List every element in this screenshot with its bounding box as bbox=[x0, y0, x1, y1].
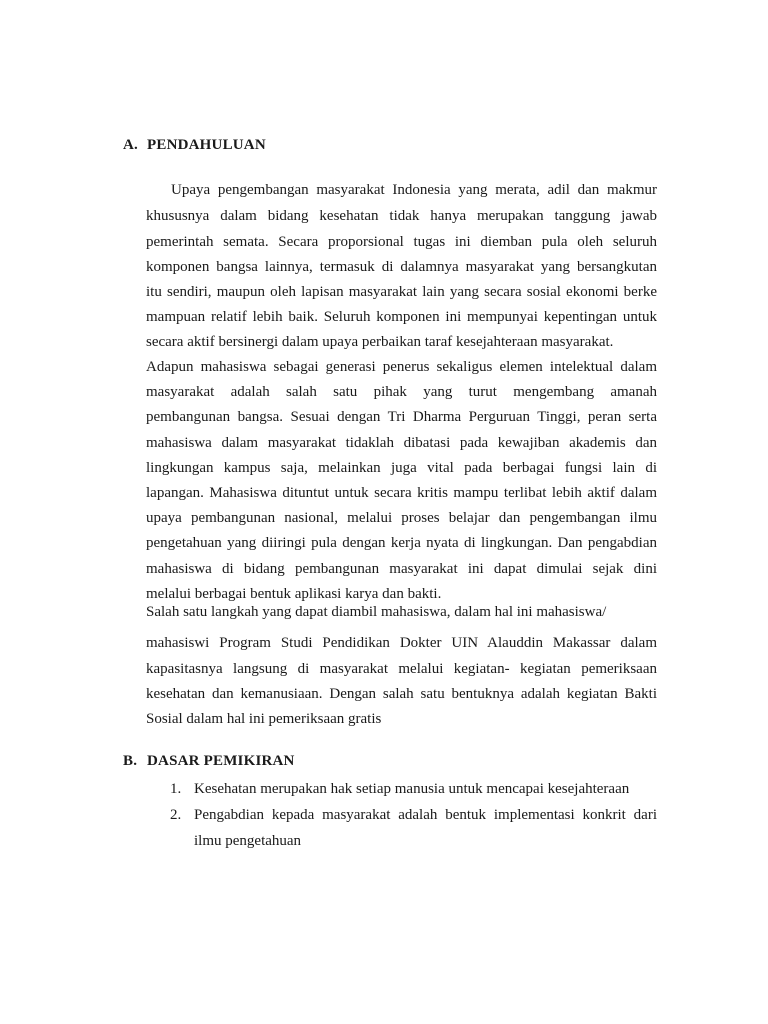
paragraph-line: pemerintah semata. Secara proporsional tugas ini diemban pula oleh seluruh bbox=[146, 234, 657, 250]
list-item-number: 2. bbox=[170, 807, 182, 823]
list-item-number: 1. bbox=[170, 781, 182, 797]
paragraph-line: melalui berbagai bentuk aplikasi karya dan bakti. bbox=[146, 586, 442, 602]
section-a-heading bbox=[123, 137, 266, 154]
paragraph-line: mampuan relatif lebih baik. Seluruh komponen ini mempunyai kepentingan untuk bbox=[146, 309, 657, 325]
paragraph-line: mahasiswi Program Studi Pendidikan Dokter UIN Alauddin Makassar dalam bbox=[146, 635, 657, 651]
paragraph-line: pengetahuan yang diiringi pula dengan kerja nyata di lingkungan. Dan pengabdian bbox=[146, 535, 657, 551]
paragraph-line: komponen bangsa lainnya, termasuk di dalamnya masyarakat yang bersangkutan bbox=[146, 259, 657, 275]
paragraph-line: pembangunan bangsa. Sesuai dengan Tri Dharma Perguruan Tinggi, peran serta bbox=[146, 409, 657, 425]
paragraph-line: Upaya pengembangan masyarakat Indonesia yang merata, adil dan makmur bbox=[171, 182, 657, 198]
paragraph-line: mahasiswa dalam masyarakat tidaklah dibatasi pada kewajiban akademis dan bbox=[146, 435, 657, 451]
paragraph-line: mahasiswa di bidang pembangunan masyarakat ini dapat dimulai sejak dini bbox=[146, 561, 657, 577]
paragraph-line: lapangan. Mahasiswa dituntut untuk secara kritis mampu terlibat lebih aktif dalam bbox=[146, 485, 657, 501]
section-b-title: DASAR PEMIKIRAN bbox=[147, 753, 295, 769]
paragraph-line: upaya pembangunan nasional, melalui proses belajar dan pengembangan ilmu bbox=[146, 510, 657, 526]
paragraph-line: khususnya dalam bidang kesehatan tidak hanya merupakan tanggung jawab bbox=[146, 208, 657, 224]
paragraph-line: Salah satu langkah yang dapat diambil mahasiswa, dalam hal ini mahasiswa/ bbox=[146, 604, 607, 620]
list-item-line: Kesehatan merupakan hak setiap manusia untuk mencapai kesejahteraan bbox=[194, 781, 630, 797]
section-b-heading bbox=[123, 753, 295, 770]
section-b-letter: B. bbox=[123, 753, 138, 769]
paragraph-line: kapasitasnya langsung di masyarakat melalui kegiatan- kegiatan pemeriksaan bbox=[146, 661, 657, 677]
list-item-line: Pengabdian kepada masyarakat adalah bentuk implementasi konkrit dari bbox=[194, 807, 657, 823]
paragraph-line: masyarakat adalah salah satu pihak yang turut mengembang amanah bbox=[146, 384, 657, 400]
paragraph-line: lingkungan kampus saja, melainkan juga vital pada berbagai fungsi lain di bbox=[146, 460, 657, 476]
section-a-letter: A. bbox=[123, 137, 138, 153]
paragraph-line: itu sendiri, maupun oleh lapisan masyarakat lain yang secara sosial ekonomi berke bbox=[146, 284, 657, 300]
paragraph-line: Adapun mahasiswa sebagai generasi penerus sekaligus elemen intelektual dalam bbox=[146, 359, 657, 375]
list-item-line: ilmu pengetahuan bbox=[194, 833, 302, 849]
section-a-title: PENDAHULUAN bbox=[147, 137, 266, 153]
paragraph-line: secara aktif bersinergi dalam upaya perbaikan taraf kesejahteraan masyarakat. bbox=[146, 334, 614, 350]
paragraph-line: Sosial dalam hal ini pemeriksaan gratis bbox=[146, 711, 382, 727]
paragraph-line: kesehatan dan kemanusiaan. Dengan salah satu bentuknya adalah kegiatan Bakti bbox=[146, 686, 657, 702]
